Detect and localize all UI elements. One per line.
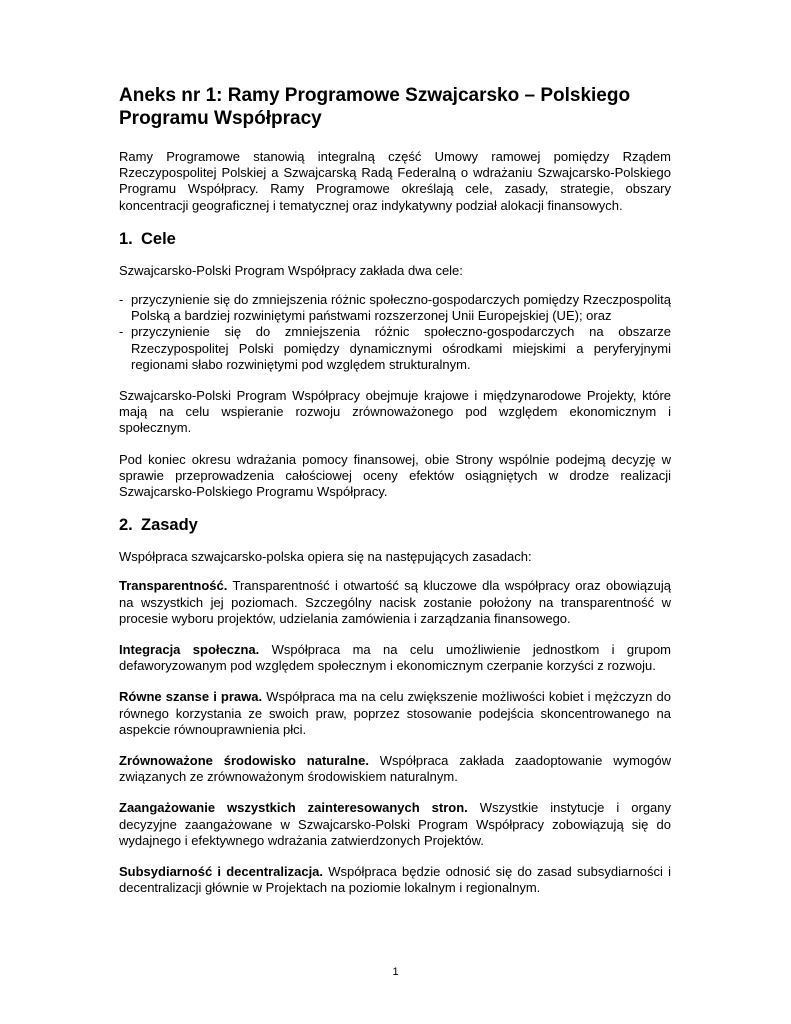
principle-text: Wszystkie instytucje i organy decyzyjne zaangażowane w Szwajcarsko-Polski Program Współpracy zobowiązują się do wydajnego i efektywnego wdrażania zatwierdzonych Projektów. (119, 800, 672, 848)
document-title: Aneks nr 1: Ramy Programowe Szwajcarsko – Polskiego Programu Współpracy (119, 85, 631, 129)
section-title: Zasady (141, 516, 198, 535)
body-paragraph: Szwajcarsko-Polski Program Współpracy obejmuje krajowe i międzynarodowe Projekty, które mają na celu wspieranie rozwoju zrównoważonego pod względem ekonomicznym i społecznym. (119, 388, 671, 436)
section-number: 1. (119, 229, 133, 248)
page-number: 1 (392, 966, 399, 978)
principle-paragraph (119, 864, 671, 896)
principle-text: Współpraca ma na celu umożliwienie jednostkom i grupom defaworyzowanym pod względem społecznym i ekonomicznym czerpanie korzyści z rozwoju. (119, 642, 672, 674)
list-item-text: przyczynienie się do zmniejszenia różnic społeczno-gospodarczych na obszarze Rzeczypospolitej Polski pomiędzy dynamicznymi ośrodkami miejskimi a peryferyjnymi regionami słabo rozwiniętymi pod względem strukturalnym. (131, 324, 671, 372)
list-marker: - (119, 292, 124, 308)
section-lead: Szwajcarsko-Polski Program Współpracy zakłada dwa cele: (119, 262, 463, 278)
principle-term: Równe szanse i prawa. (119, 689, 263, 705)
principle-text: Transparentność i otwartość są kluczowe dla współpracy oraz obowiązują na wszystkich jej poziomach. Szczególny nacisk zostanie położony na transparentność w procesie wyboru projektów, udzielania zamówienia i zarządzania finansowego. (119, 578, 671, 626)
section-heading-zasady (119, 515, 671, 535)
principle-paragraph (119, 753, 671, 785)
body-paragraph: Pod koniec okresu wdrażania pomocy finansowej, obie Strony wspólnie podejmą decyzję w sprawie przeprowadzenia całościowej oceny efektów osiągniętych w drodze realizacji Szwajcarsko-Polskiego Programu Współpracy. (119, 451, 671, 500)
section-heading-cele (119, 229, 671, 249)
list-item (119, 292, 671, 324)
list-marker: - (119, 324, 124, 340)
principle-paragraph (119, 578, 671, 627)
list-item-text: przyczynienie się do zmniejszenia różnic społeczno-gospodarczych pomiędzy Rzeczpospolitą Polską a bardziej rozwiniętymi państwami rozszerzonej Unii Europejskiej (UE); oraz (131, 292, 671, 324)
goals-list (119, 292, 671, 373)
principle-term: Subsydiarność i decentralizacja. (119, 864, 324, 880)
section-title: Cele (141, 229, 176, 248)
principle-term: Zaangażowanie wszystkich zainteresowanych stron. (119, 800, 468, 816)
document-page (119, 84, 671, 912)
principle-term: Zrównoważone środowisko naturalne. (119, 753, 369, 769)
principle-paragraph (119, 642, 671, 674)
principle-text: Współpraca ma na celu zwiększenie możliwości kobiet i mężczyzn do równego korzystania ze swoich praw, poprzez stosowanie podejścia skoncentrowanego na aspekcie równouprawnienia płci. (119, 689, 671, 737)
principle-text: Współpraca będzie odnosić się do zasad subsydiarności i decentralizacji głównie w Projektach na poziomie lokalnym i regionalnym. (119, 864, 671, 896)
principle-paragraph (119, 689, 671, 738)
principle-text: Współpraca zakłada zaadoptowanie wymogów związanych ze zrównoważonym środowiskiem naturalnym. (119, 753, 671, 785)
intro-paragraph: Ramy Programowe stanowią integralną część Umowy ramowej pomiędzy Rządem Rzeczypospolitej Polskiej a Szwajcarską Radą Federalną o wdrażaniu Szwajcarsko-Polskiego Programu Współpracy. Ramy Programowe określają cele, zasady, strategie, obszary koncentracji geograficznej i tematycznej oraz indykatywny podział alokacji finansowych. (119, 149, 671, 213)
principle-term: Integracja społeczna. (119, 642, 260, 658)
principle-term: Transparentność. (119, 578, 228, 594)
principle-paragraph (119, 800, 671, 849)
list-item (119, 324, 671, 373)
section-number: 2. (119, 516, 133, 535)
section-lead: Współpraca szwajcarsko-polska opiera się na następujących zasadach: (119, 549, 532, 565)
